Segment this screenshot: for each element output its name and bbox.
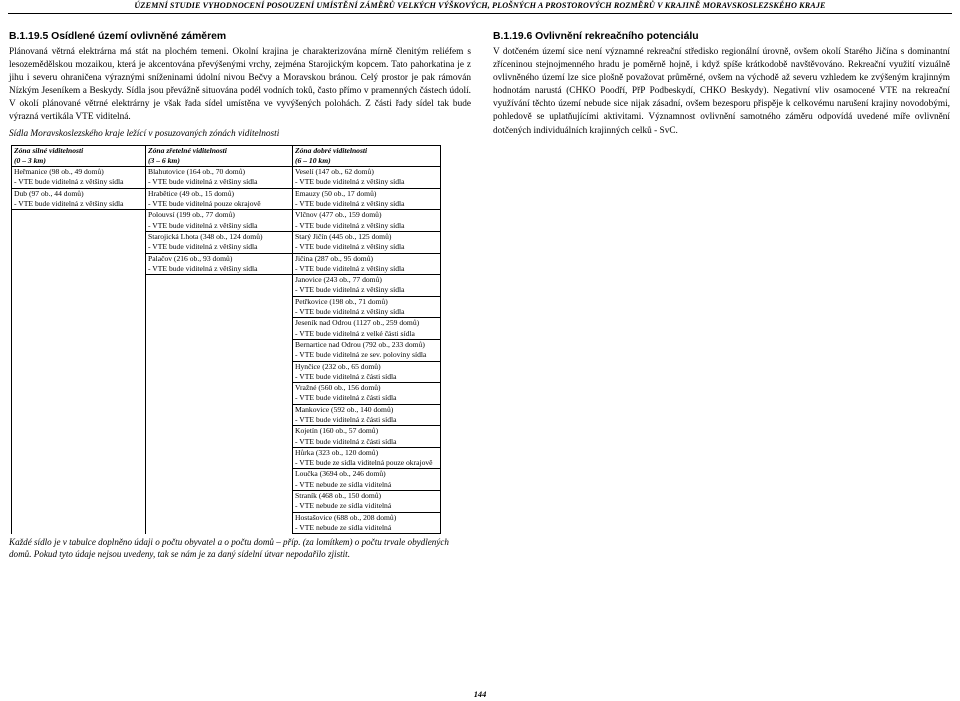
visibility-note: - VTE bude viditelná ze sev. poloviny sídla — [295, 350, 427, 360]
header-good-zone — [293, 145, 441, 167]
table-row — [12, 210, 441, 232]
table-footnote: Každé sídlo je v tabulce doplněno údaji o počtu obyvatel a o počtu domů – příp. (za lomítkem) o počtu trvale obydlených domů. Pokud tyto údaje nejsou uvedeny, tak se nám je za daný sídelní útvar nepodařilo zjistit. — [9, 537, 449, 560]
visibility-note: - VTE bude viditelná z velké části sídla — [295, 328, 415, 338]
empty-cell — [146, 447, 293, 469]
visibility-note: - VTE bude viditelná z části sídla — [295, 393, 397, 403]
settlement-cell — [146, 253, 293, 275]
settlement-name: Jeseník nad Odrou (1127 ob., 259 domů) — [295, 318, 420, 328]
settlement-cell — [293, 512, 441, 534]
settlement-name: Kojetín (160 ob., 57 domů) — [295, 426, 379, 436]
settlement-name: Vlčnov (477 ob., 159 domů) — [295, 210, 382, 220]
empty-cell — [12, 318, 146, 340]
settlement-name: Starý Jičín (445 ob., 125 domů) — [295, 231, 392, 241]
visibility-zones-table — [11, 145, 441, 535]
table-body — [12, 167, 441, 534]
visibility-note: - VTE bude viditelná z většiny sídla — [148, 263, 258, 273]
settlement-cell — [146, 231, 293, 253]
settlement-cell — [293, 404, 441, 426]
settlement-cell — [293, 167, 441, 189]
settlement-name: Straník (468 ob., 150 domů) — [295, 491, 382, 501]
visibility-note: - VTE bude ze sídla viditelná pouze okrajově — [295, 458, 433, 468]
settlement-name: Veselí (147 ob., 62 domů) — [295, 167, 374, 177]
settlement-cell — [293, 361, 441, 383]
visibility-note: - VTE bude viditelná z většiny sídla — [295, 199, 405, 209]
settlement-cell — [293, 491, 441, 513]
settlement-name: Hynčice (232 ob., 65 domů) — [295, 361, 381, 371]
empty-cell — [12, 404, 146, 426]
visibility-note: - VTE nebude ze sídla viditelná — [295, 522, 392, 532]
settlement-name: Dub (97 ob., 44 domů) — [14, 188, 84, 198]
table-row — [12, 296, 441, 318]
header-line: Zóna dobré viditelnosti — [295, 145, 368, 155]
empty-cell — [12, 469, 146, 491]
visibility-note: - VTE bude viditelná z většiny sídla — [14, 199, 124, 209]
section-heading-recreation: B.1.19.6 Ovlivnění rekreačního potenciálu — [493, 31, 699, 42]
settlement-cell — [293, 210, 441, 232]
settlement-cell — [293, 253, 441, 275]
settlement-cell — [12, 167, 146, 189]
left-column — [9, 30, 471, 560]
table-row — [12, 318, 441, 340]
empty-cell — [12, 383, 146, 405]
visibility-note: - VTE bude viditelná z většiny sídla — [295, 242, 405, 252]
header-line: (0 – 3 km) — [14, 155, 46, 165]
empty-cell — [12, 339, 146, 361]
visibility-note: - VTE nebude ze sídla viditelná — [295, 479, 392, 489]
table-row — [12, 339, 441, 361]
table-row — [12, 361, 441, 383]
visibility-note: - VTE bude viditelná z většiny sídla — [295, 177, 405, 187]
settlement-cell — [293, 296, 441, 318]
recreation-paragraph: V dotčeném území sice není významné rekreační středisko regionální úrovně, ovšem okolí Starého Jičína s dominantní zříceninou stejnojmenného hradu je poměrně hojně, i když spíše krátkodobě navštěvováno. Rekreační využití vizuálně ovlivněného území lze sice plošně považovat průměrné, ovšem na východě až severu vzhledem ke zvýšeným krajinným hodnotám narustá (CHKO Poodří, PřP Podbeskydí, CHKO Beskydy). Negativní vliv osamocené VTE na rekreační využívání těchto území nebude sice nijak zásadní, ovšem bezesporu přispěje k celkovému narušení krajiny novodobými, pohledově se uplatňujícími aktivitami. Významnost ovlivnění samotného záměru odpovídá uvedené míře ovlivnění dotčených individuálních krajinných celků - SvC. — [493, 47, 950, 136]
settlement-name: Vražné (560 ob., 156 domů) — [295, 383, 381, 393]
empty-cell — [146, 275, 293, 297]
settlement-name: Janovice (243 ob., 77 domů) — [295, 275, 382, 285]
empty-cell — [12, 361, 146, 383]
settlement-name: Polouvsí (199 ob., 77 domů) — [148, 210, 235, 220]
settlements-paragraph: Plánovaná větrná elektrárna má stát na plochém temeni. Okolní krajina je charakterizována mírně členitým reliéfem s lesozemědělskou mozaikou, která je akcentována převýšenými vrchy, zejména Starojickým kopcem. Tato pahorkatina je z jihu i severu ohraničena výraznými sníženinami údolní nivou Bečvy a Moravskou bránou. Celý prostor je pak rámován Nízkým Jeseníkem a Beskydy. Sídla jsou převážně situována podél vodních toků, často přímo v pramenných částech údolí. V okolí plánované větrné elektrárny je však řada sídel umístěna ve vyvýšených polohách. Z části řady sídel tak bude výrazná vertikála VTE viditelná. — [9, 47, 471, 123]
empty-cell — [146, 491, 293, 513]
empty-cell — [12, 426, 146, 448]
table-row — [12, 512, 441, 534]
table-row — [12, 253, 441, 275]
settlement-name: Starojická Lhota (348 ob., 124 domů) — [148, 231, 263, 241]
header-line: Zóna silné viditelnosti — [14, 145, 84, 155]
empty-cell — [146, 426, 293, 448]
header-line: Zóna zřetelné viditelnosti — [148, 145, 227, 155]
settlement-cell — [293, 469, 441, 491]
table-row — [12, 167, 441, 189]
empty-cell — [12, 231, 146, 253]
header-line: (6 – 10 km) — [295, 155, 331, 165]
empty-cell — [12, 210, 146, 232]
empty-cell — [146, 383, 293, 405]
table-header-row — [12, 145, 441, 167]
empty-cell — [12, 491, 146, 513]
empty-cell — [12, 512, 146, 534]
page-number: 144 — [473, 690, 487, 699]
table-caption: Sídla Moravskoslezského kraje ležící v posuzovaných zónách viditelnosti — [9, 128, 280, 139]
table-row — [12, 275, 441, 297]
settlement-cell — [146, 188, 293, 210]
empty-cell — [146, 339, 293, 361]
table-row — [12, 469, 441, 491]
settlement-name: Petřkovice (198 ob., 71 domů) — [295, 296, 388, 306]
section-heading-settlements: B.1.19.5 Osídlené území ovlivněné záměrem — [9, 31, 227, 42]
settlement-cell — [12, 188, 146, 210]
table-row — [12, 404, 441, 426]
visibility-note: - VTE bude viditelná pouze okrajově — [148, 199, 261, 209]
table-row — [12, 188, 441, 210]
empty-cell — [12, 447, 146, 469]
empty-cell — [146, 512, 293, 534]
running-header: ÚZEMNÍ STUDIE VYHODNOCENÍ POSOUZENÍ UMÍSTĚNÍ ZÁMĚRŮ VELKÝCH VÝŠKOVÝCH, PLOŠNÝCH A PROSTOROVÝCH ROZMĚRŮ V KRAJINĚ MORAVSKOSLEZSKÉHO KRAJE — [134, 1, 826, 10]
settlement-name: Jičina (287 ob., 95 domů) — [295, 253, 374, 263]
settlement-cell — [293, 426, 441, 448]
settlement-name: Mankovice (592 ob., 140 domů) — [295, 404, 394, 414]
visibility-note: - VTE bude viditelná z většiny sídla — [148, 177, 258, 187]
settlement-name: Loučka (3694 ob., 246 domů) — [295, 469, 386, 479]
settlement-cell — [146, 167, 293, 189]
visibility-note: - VTE bude viditelná z většiny sídla — [295, 263, 405, 273]
visibility-note: - VTE bude viditelná z většiny sídla — [14, 177, 124, 187]
settlement-name: Blahutovice (164 ob., 70 domů) — [148, 167, 246, 177]
empty-cell — [12, 275, 146, 297]
header-distinct-zone — [146, 145, 293, 167]
visibility-note: - VTE bude viditelná z většiny sídla — [295, 220, 405, 230]
settlement-cell — [293, 339, 441, 361]
empty-cell — [146, 318, 293, 340]
settlement-cell — [293, 188, 441, 210]
settlement-name: Hůrka (323 ob., 120 domů) — [295, 447, 379, 457]
right-column — [493, 30, 950, 138]
visibility-note: - VTE bude viditelná z většiny sídla — [148, 242, 258, 252]
header-strong-zone — [12, 145, 146, 167]
settlement-cell — [293, 447, 441, 469]
visibility-note: - VTE bude viditelná z části sídla — [295, 371, 397, 381]
empty-cell — [146, 404, 293, 426]
visibility-note: - VTE bude viditelná z části sídla — [295, 414, 397, 424]
settlement-name: Emauzy (50 ob., 17 domů) — [295, 188, 377, 198]
header-line: (3 – 6 km) — [148, 155, 180, 165]
table-row — [12, 426, 441, 448]
table-row — [12, 231, 441, 253]
settlement-cell — [146, 210, 293, 232]
table-row — [12, 383, 441, 405]
settlement-name: Bernartice nad Odrou (792 ob., 233 domů) — [295, 339, 425, 349]
settlement-name: Hostašovice (688 ob., 208 domů) — [295, 512, 397, 522]
table-row — [12, 447, 441, 469]
empty-cell — [12, 253, 146, 275]
empty-cell — [12, 296, 146, 318]
visibility-note: - VTE nebude ze sídla viditelná — [295, 501, 392, 511]
settlement-name: Hrabětice (49 ob., 15 domů) — [148, 188, 235, 198]
settlement-cell — [293, 383, 441, 405]
empty-cell — [146, 469, 293, 491]
visibility-note: - VTE bude viditelná z většiny sídla — [148, 220, 258, 230]
table-row — [12, 491, 441, 513]
settlement-cell — [293, 275, 441, 297]
empty-cell — [146, 361, 293, 383]
visibility-note: - VTE bude viditelná z většiny sídla — [295, 285, 405, 295]
settlement-cell — [293, 318, 441, 340]
visibility-note: - VTE bude viditelná z části sídla — [295, 436, 397, 446]
settlement-cell — [293, 231, 441, 253]
header-rule — [8, 13, 952, 14]
settlement-name: Heřmanice (98 ob., 49 domů) — [14, 167, 104, 177]
visibility-note: - VTE bude viditelná z většiny sídla — [295, 307, 405, 317]
empty-cell — [146, 296, 293, 318]
settlement-name: Palačov (216 ob., 93 domů) — [148, 253, 233, 263]
